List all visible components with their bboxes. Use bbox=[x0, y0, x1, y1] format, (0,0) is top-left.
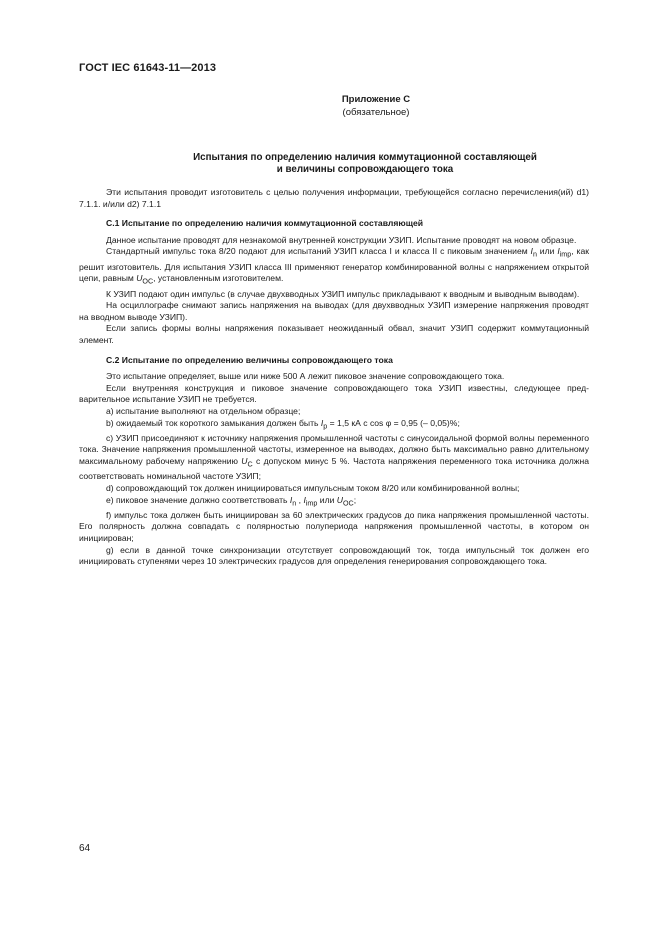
symbol: I bbox=[303, 494, 306, 505]
c1-paragraph-4: На осциллографе снимают запись напряжения на выводах (для двухвводных УЗИП измерение напряжения проводят на вводном выводе УЗИП). bbox=[79, 300, 589, 322]
text-run: или bbox=[317, 494, 337, 505]
c1-paragraph-2 bbox=[79, 246, 589, 288]
c2-item-f: f) импульс тока должен быть инициирован за 60 электрических градусов до пика напряжения промышленной частоты. Его полярность должна совпадать с полярностью полупериода напряжения промышленной частоты, в котором он инициирован; bbox=[79, 509, 589, 544]
c1-paragraph-1: Данное испытание проводят для незнакомой внутренней конструкции УЗИП. Испытание проводят на новом образце. bbox=[106, 234, 577, 245]
symbol-subscript: imp bbox=[305, 499, 318, 508]
section-title-line-2: и величины сопровождающего тока bbox=[276, 164, 454, 175]
section-title bbox=[120, 152, 610, 176]
intro-paragraph: Эти испытания проводит изготовитель с целью получения информации, требующейся согласно перечисления(ий) d1) 7.1.1. и/или d2) 7.1.1 bbox=[79, 187, 589, 209]
section-title-line-1: Испытания по определению наличия коммутационной составляющей bbox=[193, 152, 537, 163]
annex-block bbox=[296, 93, 456, 119]
c2-item-a: a) испытание выполняют на отдельном образце; bbox=[106, 405, 301, 416]
text-run: ; bbox=[353, 494, 357, 505]
page-number: 64 bbox=[79, 843, 91, 854]
annex-title: Приложение С bbox=[341, 94, 411, 105]
text-run: b) ожидаемый ток короткого замыкания должен быть bbox=[106, 417, 321, 428]
symbol-subscript: imp bbox=[559, 251, 572, 260]
text-run: e) пиковое значение должно соответствовать bbox=[106, 494, 290, 505]
symbol: I bbox=[530, 246, 533, 257]
symbol: I bbox=[289, 494, 293, 505]
text-run: Стандартный импульс тока 8/20 подают для испытаний УЗИП класса I и класса II с пиковым значением bbox=[106, 246, 531, 257]
c2-item-e bbox=[79, 495, 589, 510]
symbol-subscript: OC bbox=[342, 499, 354, 508]
document-header: ГОСТ IEC 61643-11—2013 bbox=[79, 62, 217, 74]
symbol-subscript: C bbox=[247, 460, 253, 469]
text-run: c) УЗИП присоединяют к источнику напряжения промышленной частоты с синусоидальной формой волны переменного тока. Значение напряжения промышленной частоты, измеренное на выводах, должно быть максимально равно длительному максимальному рабочему напряжению bbox=[79, 432, 589, 467]
symbol: I bbox=[557, 246, 560, 257]
symbol: U bbox=[136, 273, 143, 284]
c1-heading: С.1 Испытание по определению наличия коммутационной составляющей bbox=[106, 218, 424, 229]
c2-item-c bbox=[79, 433, 589, 483]
text-run: , как решит изготовитель. Для испытания УЗИП класса III применяют генератор комбинированной волны с напряжением открытой цепи, равным bbox=[79, 246, 589, 284]
annex-status: (обязательное) bbox=[342, 107, 410, 118]
text-run: , bbox=[296, 494, 304, 505]
document-body bbox=[79, 187, 589, 568]
c1-paragraph-5: Если запись формы волны напряжения показывает неожиданный обвал, значит УЗИП содержит коммутационный элемент. bbox=[79, 323, 589, 345]
c2-paragraph-1: Это испытание определяет, выше или ниже 500 А лежит пиковое значение сопровождающего тока. bbox=[106, 371, 505, 382]
symbol: I bbox=[320, 417, 324, 428]
c1-paragraph-3: К УЗИП подают один импульс (в случае двухвводных УЗИП импульс прикладывают к вводным и выводным выводам). bbox=[106, 288, 580, 299]
symbol: U bbox=[241, 456, 248, 467]
text-run: или bbox=[536, 246, 558, 257]
c2-item-g: g) если в данной точке синхронизации отсутствует сопровождающий ток, тогда импульсный ток должен его инициировать ступенями через 10 электрических градусов для определения генерирования сопровождающего тока. bbox=[79, 544, 589, 567]
symbol-subscript: n bbox=[532, 251, 537, 260]
c2-item-b bbox=[79, 418, 589, 433]
symbol-subscript: OC bbox=[142, 278, 154, 286]
symbol: U bbox=[336, 494, 343, 505]
text-run: = 1,5 кА с cos φ = 0,95 (– 0,05)%; bbox=[327, 417, 460, 428]
c2-paragraph-2: Если внутренняя конструкция и пиковое значение сопровождающего тока УЗИП известны, следующее предварительное испытание УЗИП не требуется. bbox=[79, 382, 589, 405]
text-run: с допуском минус 5 %. Частота напряжения переменного тока источника должна соответствовать номинальной частоте УЗИП; bbox=[79, 456, 589, 482]
text-run: , установленным изготовителем. bbox=[153, 273, 284, 284]
c2-heading: С.2 Испытание по определению величины сопровождающего тока bbox=[106, 354, 393, 365]
symbol-subscript: p bbox=[323, 422, 328, 431]
symbol-subscript: n bbox=[292, 499, 297, 508]
c2-item-d: d) сопровождающий ток должен инициироваться импульсным током 8/20 или комбинированной волны; bbox=[106, 482, 520, 493]
